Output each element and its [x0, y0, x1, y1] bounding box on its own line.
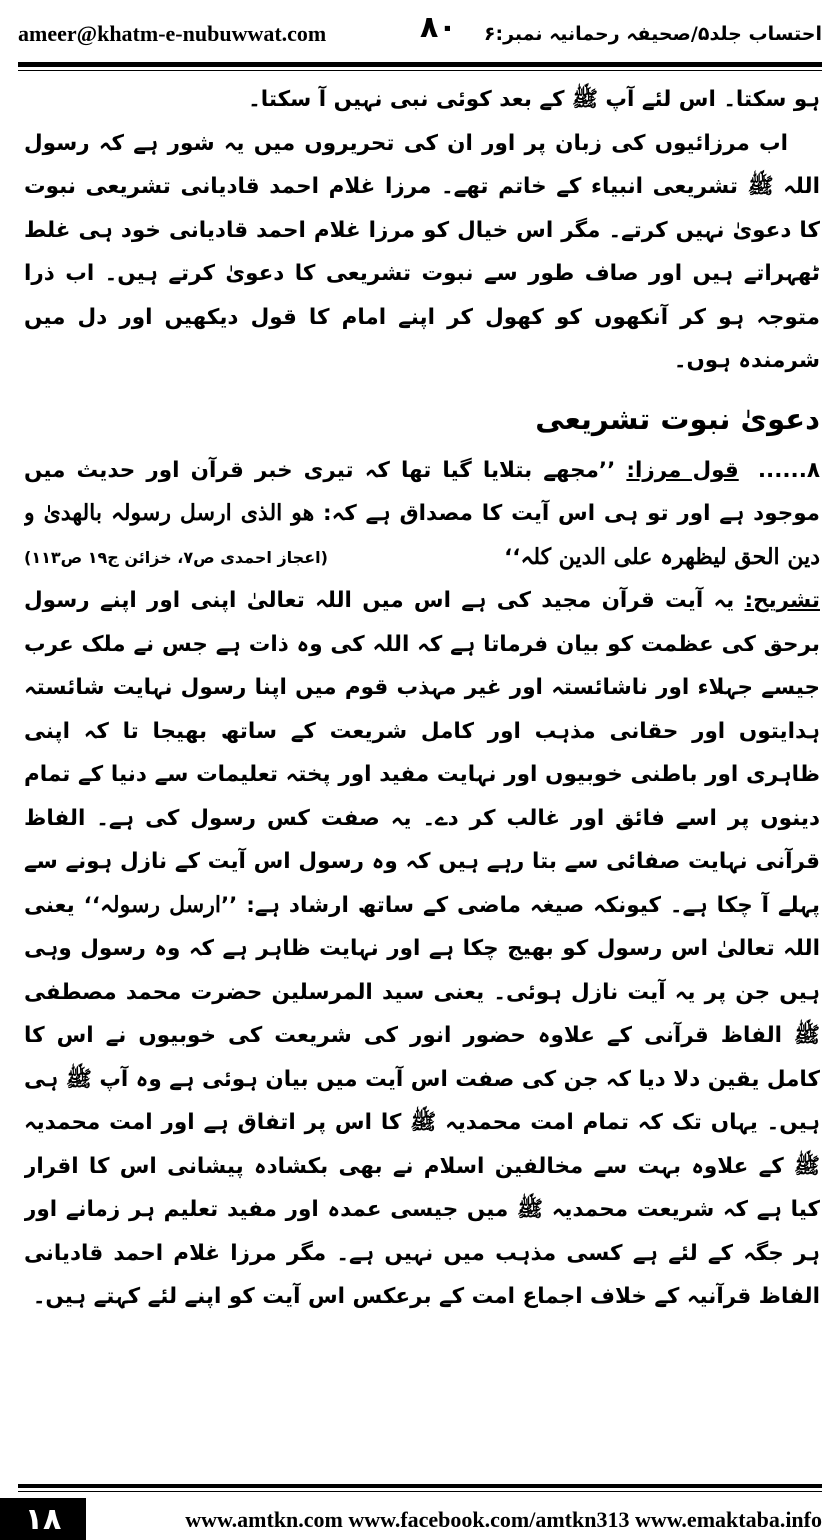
explanation-label: تشریح:: [744, 588, 820, 613]
explanation-text-1: یہ آیت قرآن مجید کی ہے اس میں اللہ تعالیٰ اپنی اور اپنے رسول برحق کی عظمت کو بیان فرماتا ہے کہ اللہ کی وہ ذات ہے جس نے ملک عرب جیسے جہلاء اور ناشائستہ اور غیر مہذب قوم میں اپنا رسول نہایت شائستہ ہدایتوں اور حقانی مذہب اور کامل شریعت کے ساتھ بھیجا تا کہ اپنی ظاہری اور باطنی خوبیوں اور نہایت مفید اور پختہ تعلیمات سے دنیا کے تمام دینوں پر اسے فائق اور غالب کر دے۔ یہ صفت کس رسول کی ہے۔ الفاظ قرآنی نہایت صفائی سے بتا رہے ہیں کہ وہ رسول اس آیت کے نازل ہونے سے پہلے آ چکا ہے۔ کیونکہ صیغہ ماضی کے ساتھ ارشاد ہے: ’’: [24, 588, 820, 918]
header-rule-thin: [18, 70, 822, 71]
header-page-marker: ۸۰: [420, 10, 457, 45]
page-footer: [0, 1470, 840, 1540]
page-body: [24, 78, 820, 1468]
explanation-text-2: ‘‘ یعنی اللہ تعالیٰ اس رسول کو بھیج چکا ہے اور نہایت ظاہر ہے کہ وہ رسول وہی ہیں جن پر یہ آیت نازل ہوئی۔ یعنی سید المرسلین حضرت محمد مصطفی ﷺ الفاظ قرآنی کے علاوہ حضور انور کی شریعت کی خوبیوں نے اس کا کامل یقین دلا دیا کہ جن کی صفت اس آیت میں بیان ہوئی ہے وہ آپ ﷺ ہی ہیں۔ یہاں تک کہ تمام امت محمدیہ ﷺ کا اس پر اتفاق ہے اور امت محمدیہ ﷺ کے علاوہ بہت سے مخالفین اسلام نے بھی بکشادہ پیشانی اس کا اقرار کیا ہے کہ شریعت محمدیہ ﷺ میں جیسی عمدہ اور مفید تعلیم ہر زمانے اور ہر جگہ کے لئے ہے کسی مذہب میں نہیں ہے۔ مگر مرزا غلام احمد قادیانی الفاظ قرآنیہ کے خلاف اجماع امت کے برعکس اس آیت کو اپنے لئے کہتے ہیں۔: [24, 892, 820, 1309]
quote-arabic: ھو الذی ارسل رسولہ بالھدیٰ و دین الحق لیظھرہ علی الدین کلہ: [24, 500, 820, 570]
quote-label: قول مرزا:: [626, 457, 739, 483]
explanation-paragraph: [24, 579, 820, 1319]
page-header: [18, 6, 822, 62]
footer-rule: [18, 1484, 822, 1488]
header-title: احتساب جلد۵/صحیفہ رحمانیہ نمبر:۶: [483, 23, 822, 45]
quote-reference: (اعجاز احمدی ص۷، خزائن ج۱۹ ص۱۱۳): [24, 547, 328, 567]
footer-page-number: ۱۸: [0, 1498, 86, 1540]
quote-number: ۸......: [757, 457, 820, 483]
section-heading: دعویٰ نبوت تشریعی: [535, 401, 820, 436]
quote-close: ‘‘: [504, 544, 521, 570]
paragraph-1: ہو سکتا۔ اس لئے آپ ﷺ کے بعد کوئی نبی نہیں آ سکتا۔: [248, 87, 820, 112]
paragraph-2: اب مرزائیوں کی زبان پر اور ان کی تحریروں میں یہ شور ہے کہ رسول اللہ ﷺ تشریعی انبیاء کے خاتم تھے۔ مرزا غلام احمد قادیانی تشریعی نبوت کا دعویٰ نہیں کرتے۔ مگر اس خیال کو مرزا غلام احمد قادیانی خود ہی غلط ٹھہراتے ہیں اور صاف طور سے نبوت تشریعی کا دعویٰ کرتے ہیں۔ اب ذرا متوجہ ہو کر آنکھوں کو کھول کر اپنے امام کا قول دیکھیں اور دل میں شرمندہ ہوں۔: [24, 130, 820, 373]
footer-rule-thin: [18, 1491, 822, 1492]
quote-text: ’’مجھے بتلایا گیا تھا کہ تیری خبر قرآن اور حدیث میں موجود ہے اور تو ہی اس آیت کا مصداق ہے کہ:: [24, 457, 820, 526]
footer-links: www.amtkn.com www.facebook.com/amtkn313 www.emaktaba.info: [185, 1507, 822, 1532]
header-email: ameer@khatm-e-nubuwwat.com: [18, 21, 327, 46]
header-rule: [18, 62, 822, 67]
explanation-arabic: ارسل رسولہ: [100, 891, 221, 918]
quote-paragraph: [24, 449, 820, 580]
